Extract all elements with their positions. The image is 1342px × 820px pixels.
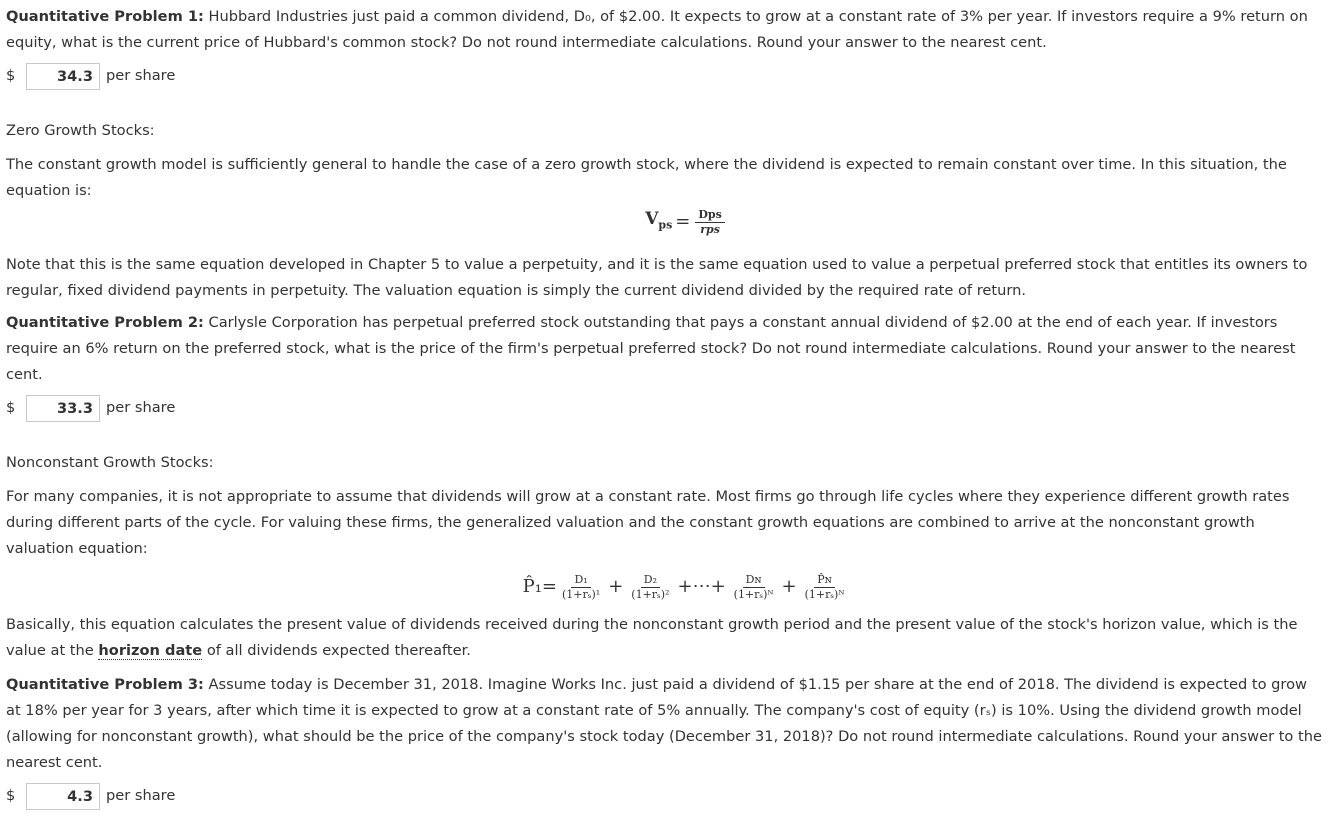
problem-3-label: Quantitative Problem 3:: [6, 676, 204, 693]
term-2-denominator: (1+rₛ)²: [631, 587, 670, 601]
horizon-value-fraction: [802, 574, 848, 601]
zero-growth-equation: [6, 204, 1326, 248]
horizon-value-denominator: (1+rₛ)ᴺ: [804, 587, 845, 601]
nonconstant-growth-equation: [46, 562, 1326, 612]
nonconstant-growth-intro: For many companies, it is not appropriate to assume that dividends will grow at a constant rate. Most firms go through life cycles where they experience different growth rates during different parts of the cycle. For valuing these firms, the generalized valuation and the constant growth equations are combined to arrive at the nonconstant growth valuation equation:: [6, 488, 1290, 557]
currency-symbol: $: [6, 787, 16, 804]
zero-growth-note: Note that this is the same equation developed in Chapter 5 to value a perpetuity, and it is the same equation used to value a perpetual preferred stock that entitles its owners to regular, fixed dividend payments in perpetuity. The valuation equation is simply the current dividend divided by the required rate of return.: [6, 256, 1308, 299]
fraction-denominator: rps: [700, 222, 720, 236]
problem-1-answer-row: [6, 62, 1326, 90]
problem-2-text: [6, 310, 1326, 388]
currency-symbol: $: [6, 399, 16, 416]
problem-3-answer-row: [6, 782, 1326, 810]
problem-2-answer-row: [6, 394, 1326, 422]
nonconstant-growth-explanation: Basically, this equation calculates the present value of dividends received during the nonconstant growth period and the present value of the stock's horizon value, which is the value at the horizon date of all dividends expected thereafter.: [6, 616, 1298, 659]
problem-2-label: Quantitative Problem 2:: [6, 314, 204, 331]
unit-label: per share: [106, 399, 176, 416]
problem-1-answer-input[interactable]: [26, 63, 100, 90]
term-2-fraction: [628, 574, 672, 601]
equals-sign: =: [675, 211, 691, 233]
problem-2-answer-input[interactable]: [26, 395, 100, 422]
plus-sign: +: [781, 576, 797, 597]
problem-1-text: [6, 4, 1326, 56]
term-n-denominator: (1+rₛ)ᴺ: [733, 587, 774, 601]
term-n-fraction: [731, 574, 777, 601]
equation-lhs: $V_{ps}$: [645, 209, 673, 232]
problem-2-body: Carlysle Corporation has perpetual preferred stock outstanding that pays a constant annual dividend of $2.00 at the end of each year. If investors require an 6% return on the preferred stock, what is the price of the firm's perpetual preferred stock? Do not round intermediate calculations. Round your answer to the nearest cent.: [6, 314, 1296, 383]
currency-symbol: $: [6, 67, 16, 84]
nonconstant-growth-title: Nonconstant Growth Stocks:: [6, 454, 214, 471]
problem-1-body: Hubbard Industries just paid a common dividend, D₀, of $2.00. It expects to grow at a constant rate of 3% per year. If investors require a 9% return on equity, what is the current price of Hubbard's common stock? Do not round intermediate calculations. Round your answer to the nearest cent.: [6, 8, 1308, 51]
problem-3-answer-input[interactable]: [26, 783, 100, 810]
problem-1-label: Quantitative Problem 1:: [6, 8, 204, 25]
unit-label: per share: [106, 787, 176, 804]
equation-lhs: P̂₁=: [522, 576, 558, 597]
plus-sign: +: [608, 576, 624, 597]
term-1-fraction: [559, 574, 603, 601]
term-n-numerator: Dɴ: [743, 574, 765, 588]
fraction-numerator: Dps: [695, 209, 724, 223]
ellipsis-plus: +⋯+: [677, 576, 726, 597]
term-1-denominator: (1+rₛ)¹: [562, 587, 601, 601]
term-2-numerator: D₂: [641, 574, 660, 588]
horizon-value-numerator: P̂ɴ: [814, 574, 835, 588]
equation-fraction: [695, 209, 724, 236]
horizon-date-link[interactable]: horizon date: [98, 642, 203, 659]
term-1-numerator: D₁: [571, 574, 590, 588]
problem-3-body: Assume today is December 31, 2018. Imagine Works Inc. just paid a dividend of $1.15 per share at the end of 2018. The dividend is expected to grow at 18% per year for 3 years, after which time it is expected to grow at a constant rate of 5% annually. The company's cost of equity (rₛ) is 10%. Using the dividend growth model (allowing for nonconstant growth), what should be the price of the company's stock today (December 31, 2018)? Do not round intermediate calculations. Round your answer to the nearest cent.: [6, 676, 1322, 771]
zero-growth-intro: The constant growth model is sufficiently general to handle the case of a zero growth stock, where the dividend is expected to remain constant over time. In this situation, the equation is:: [6, 156, 1287, 199]
unit-label: per share: [106, 67, 176, 84]
zero-growth-title: Zero Growth Stocks:: [6, 122, 155, 139]
problem-3-text: [6, 672, 1326, 776]
